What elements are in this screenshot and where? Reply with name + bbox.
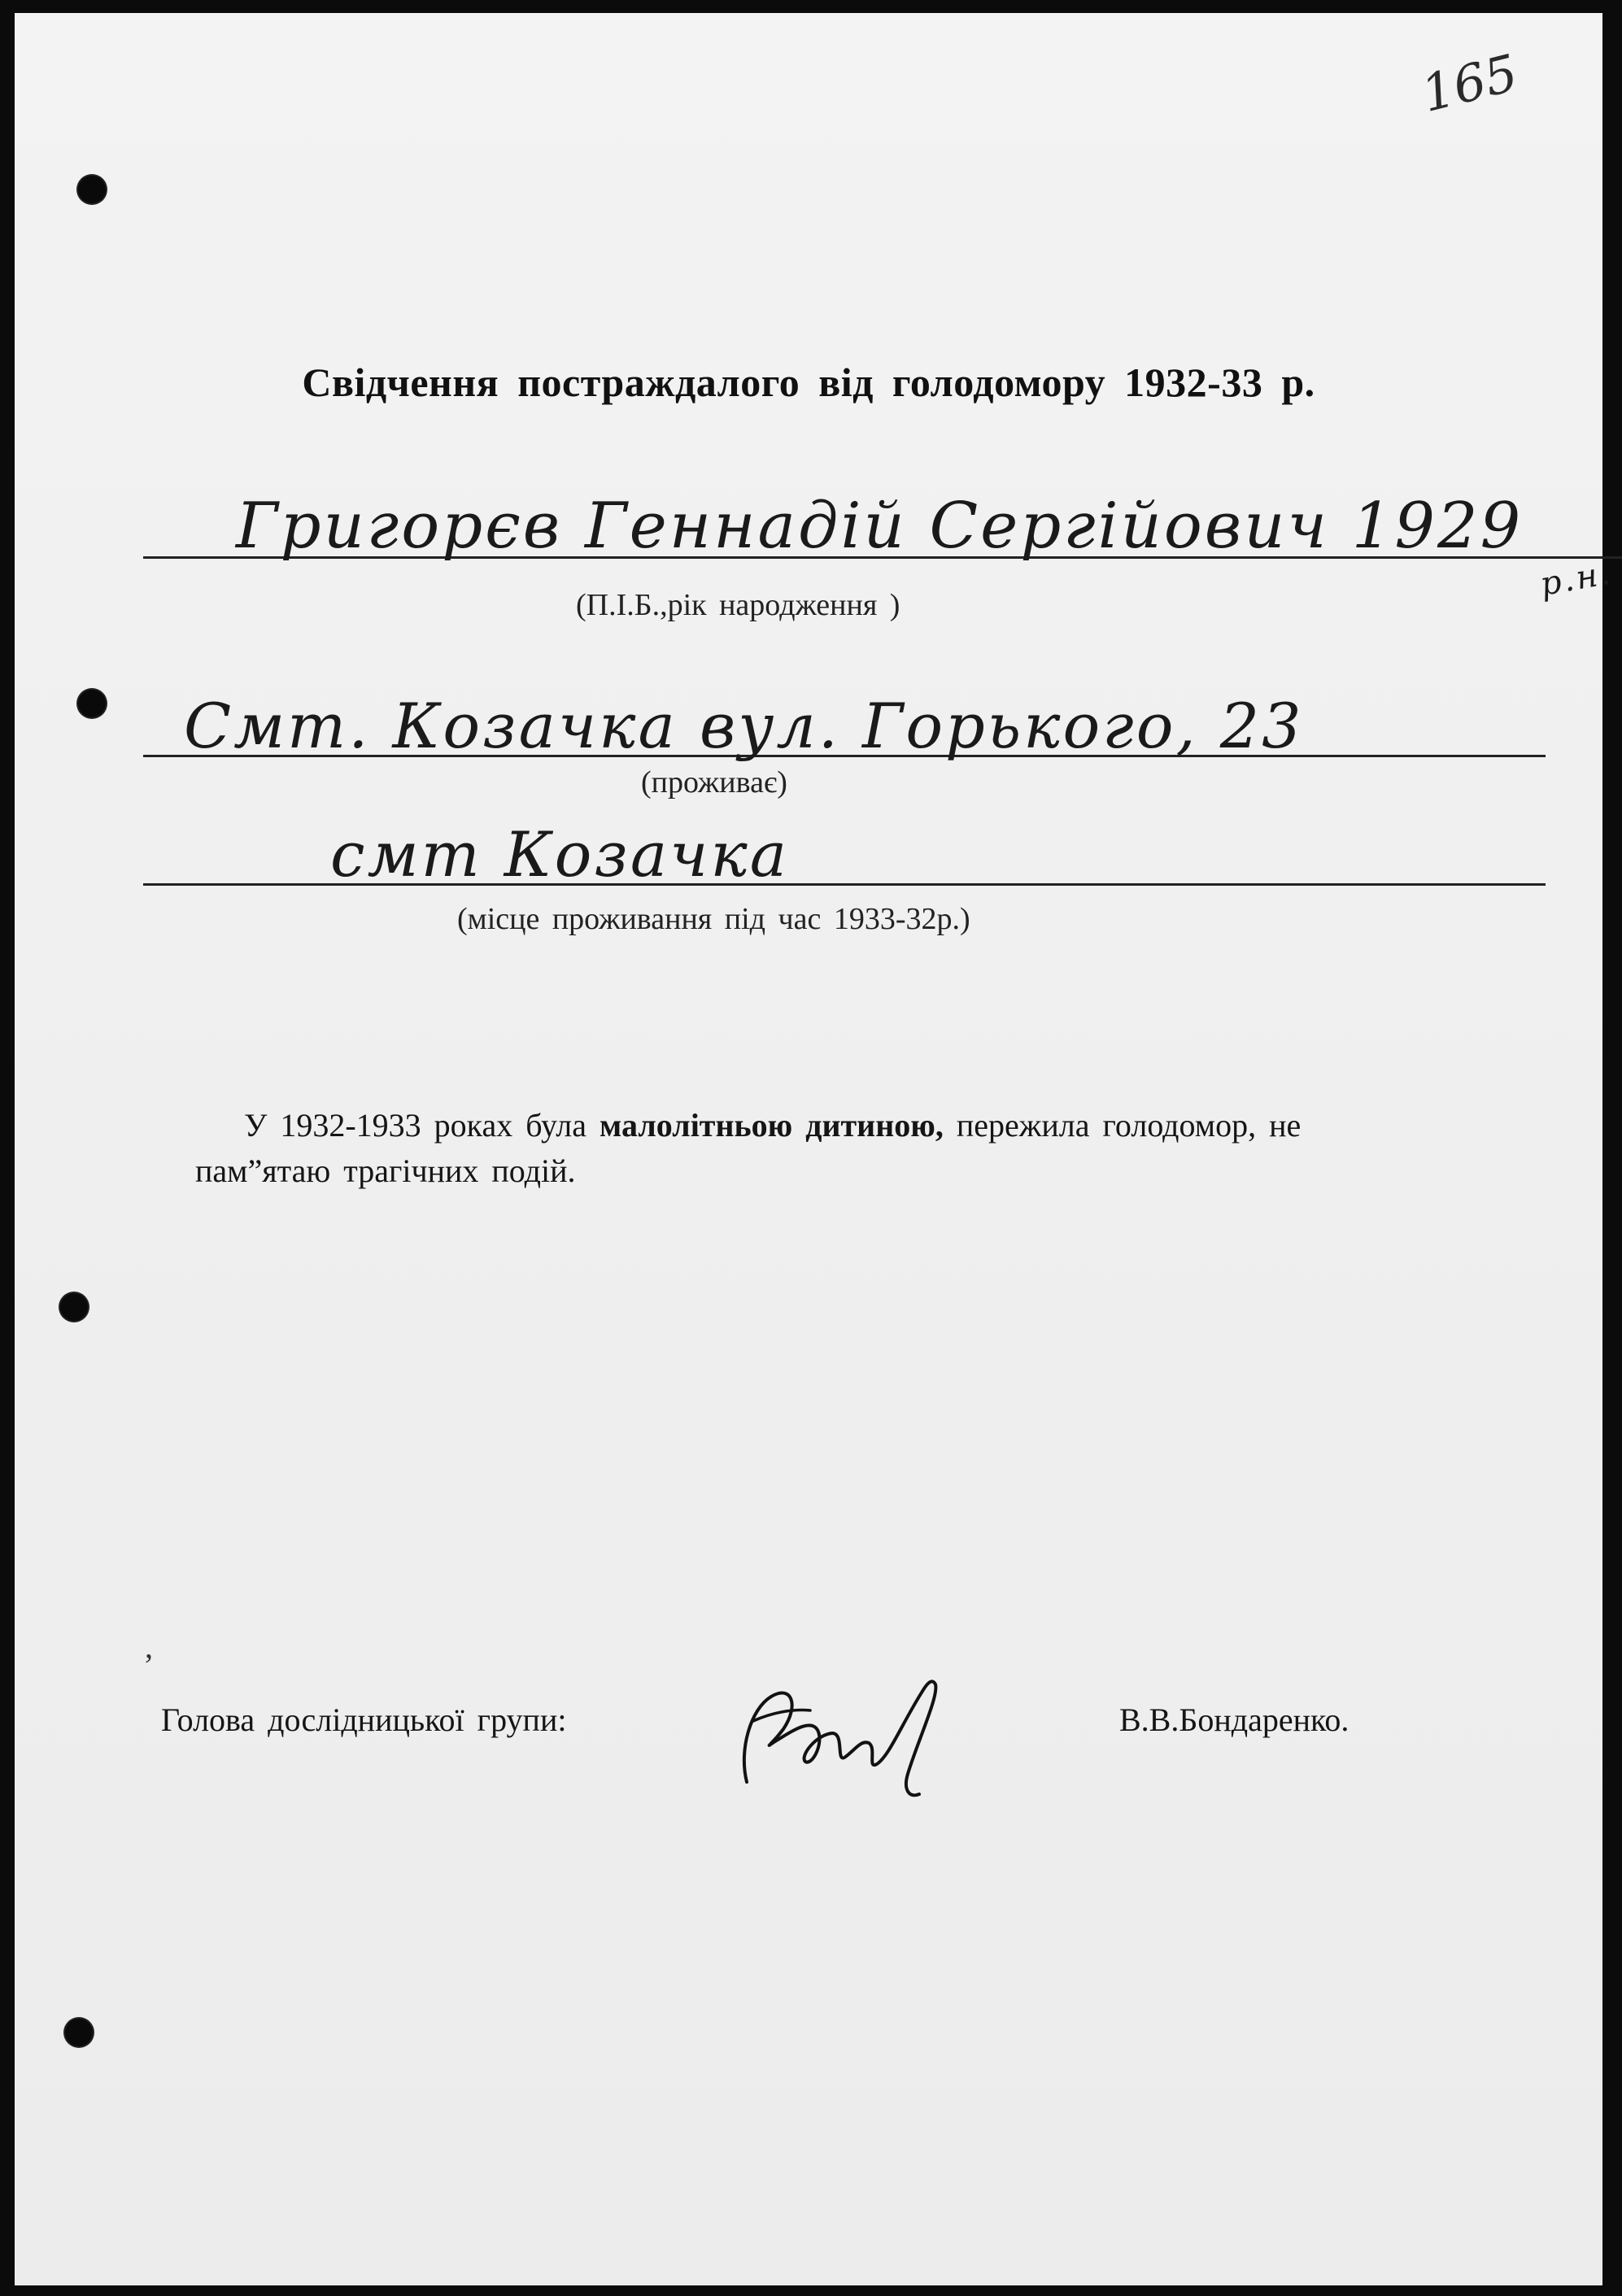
punch-hole (78, 690, 106, 717)
signature (714, 1660, 991, 1815)
stray-mark: , (145, 1628, 153, 1665)
signer-name: В.В.Бондаренко. (1119, 1701, 1349, 1738)
testimony-text-end: пережила голодомор, не пам”ятаю трагічних подій. (195, 1107, 1302, 1189)
residence-caption: (проживає) (641, 765, 787, 799)
famine-residence-handwritten: смт Козачка (330, 818, 790, 891)
document-sheet (15, 13, 1616, 2285)
svg-text:165: 165 (1415, 42, 1524, 124)
punch-hole (78, 176, 106, 203)
punch-hole (65, 2019, 93, 2046)
punch-hole (60, 1293, 88, 1321)
document-title: Свідчення постраждалого від голодомору 1932-33 р. (302, 359, 1315, 405)
group-head-label: Голова дослідницької групи: (161, 1701, 567, 1738)
name-handwritten: Григорєв Геннадій Сергійович 1929 (236, 490, 1524, 563)
birth-year-suffix: р.н. (1537, 554, 1616, 603)
testimony-text-bold: малолітньою дитиною, (600, 1107, 944, 1144)
residence-handwritten: Смт. Козачка вул. Горького, 23 (184, 690, 1304, 762)
testimony-text-start: У 1932-1933 роках була (244, 1107, 600, 1144)
name-caption: (П.І.Б.,рік народження ) (576, 588, 900, 622)
testimony-text (195, 1103, 1448, 1194)
famine-residence-caption: (місце проживання під час 1933-32р.) (457, 902, 970, 936)
page-number (1414, 37, 1524, 127)
